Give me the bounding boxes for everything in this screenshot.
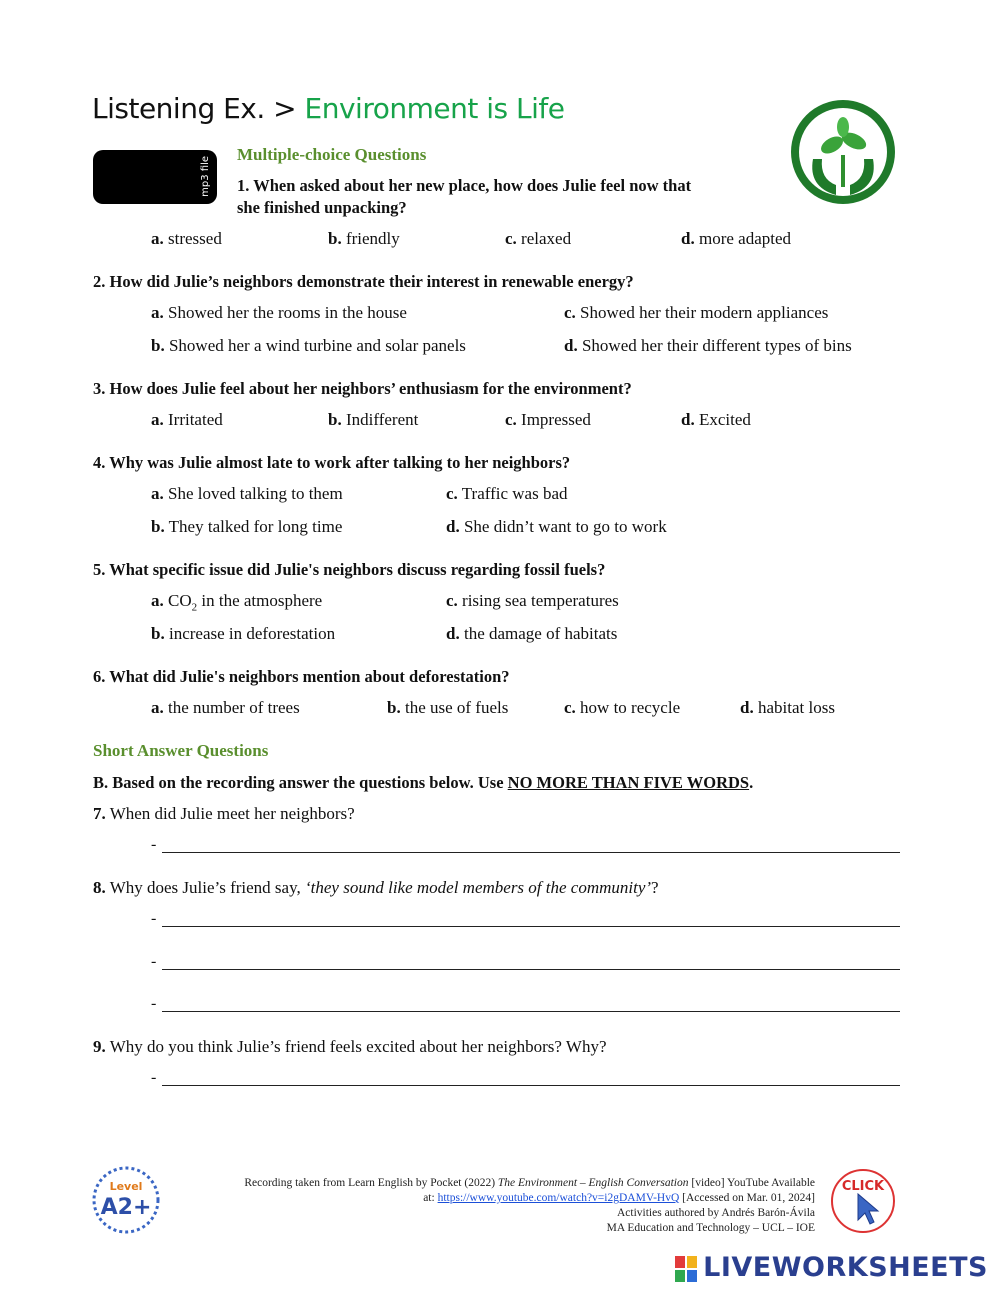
- q1-option-b[interactable]: b. friendly: [328, 229, 400, 248]
- q2-option-d[interactable]: d. Showed her their different types of bins: [564, 336, 852, 355]
- q8-answer-line-2[interactable]: [162, 969, 900, 970]
- click-logo-text: CLICK: [841, 1179, 885, 1194]
- q5-option-a[interactable]: a. $CO_2$ in the atmosphere: [151, 591, 323, 614]
- liveworksheets-text: LIVEWORKSHEETS: [703, 1252, 988, 1283]
- q1-option-c[interactable]: c. relaxed: [505, 229, 572, 248]
- q4-option-a[interactable]: a. She loved talking to them: [151, 484, 343, 503]
- q4-option-c[interactable]: c. Traffic was bad: [446, 484, 568, 503]
- q6-option-b[interactable]: b. the use of fuels: [387, 698, 509, 717]
- q3-option-b[interactable]: b. Indifferent: [328, 410, 419, 429]
- q1-line2: she finished unpacking?: [237, 198, 407, 217]
- q8-text: 8. Why does Julie’s friend say, ‘they sound like model members of the community’?: [93, 878, 659, 897]
- q2-option-a[interactable]: a. Showed her the rooms in the house: [151, 303, 407, 322]
- q1-line1: 1. When asked about her new place, how does Julie feel now that: [237, 176, 692, 195]
- q2-option-b[interactable]: b. Showed her a wind turbine and solar panels: [151, 336, 466, 355]
- q6-option-a[interactable]: a. the number of trees: [151, 698, 300, 717]
- q5-option-d[interactable]: d. the damage of habitats: [446, 624, 618, 643]
- audio-label: mp3 file: [200, 156, 211, 197]
- q8-answer-dash-3: -: [151, 995, 157, 1012]
- liveworksheets-logo-icon: [675, 1256, 699, 1282]
- q8-answer-dash-2: -: [151, 953, 157, 970]
- q9-answer-line[interactable]: [162, 1085, 900, 1086]
- liveworksheets-brand: [675, 1252, 988, 1283]
- q3-option-d[interactable]: d. Excited: [681, 410, 751, 429]
- section-sa-title: Short Answer Questions: [93, 741, 269, 760]
- title-main: Environment is Life: [304, 92, 565, 125]
- q4-option-b[interactable]: b. They talked for long time: [151, 517, 343, 536]
- q1-option-d[interactable]: d. more adapted: [681, 229, 792, 248]
- q6-text: 6. What did Julie's neighbors mention about deforestation?: [93, 667, 510, 686]
- q3-text: 3. How does Julie feel about her neighbors’ enthusiasm for the environment?: [93, 379, 632, 398]
- click-logo-icon: [828, 1168, 898, 1234]
- q6-option-d[interactable]: d. habitat loss: [740, 698, 835, 717]
- title-prefix: Listening Ex. >: [92, 92, 297, 125]
- q7-answer-dash: -: [151, 836, 157, 853]
- q4-text: 4. Why was Julie almost late to work after talking to her neighbors?: [93, 453, 571, 472]
- q5-option-c[interactable]: c. rising sea temperatures: [446, 591, 619, 610]
- level-badge-value: A2+: [100, 1195, 152, 1220]
- environment-logo-icon: [788, 97, 898, 207]
- q1-option-a[interactable]: a. stressed: [151, 229, 222, 248]
- q7-text: 7. When did Julie meet her neighbors?: [93, 804, 355, 823]
- q5-text: 5. What specific issue did Julie's neighbors discuss regarding fossil fuels?: [93, 560, 606, 579]
- q3-option-a[interactable]: a. Irritated: [151, 410, 223, 429]
- q2-option-c[interactable]: c. Showed her their modern appliances: [564, 303, 829, 322]
- section-mc-title: Multiple-choice Questions: [237, 145, 427, 164]
- q9-text: 9. Why do you think Julie’s friend feels excited about her neighbors? Why?: [93, 1037, 607, 1056]
- page-title: [92, 92, 564, 125]
- q8-answer-dash-1: -: [151, 910, 157, 927]
- q7-answer-line[interactable]: [162, 852, 900, 853]
- q6-option-c[interactable]: c. how to recycle: [564, 698, 681, 717]
- q8-answer-line-1[interactable]: [162, 926, 900, 927]
- q9-answer-dash: -: [151, 1069, 157, 1086]
- footer-credits: Recording taken from Learn English by Pocket (2022) The Environment – English Conversation [video] YouTube Available at: https://www.youtube.com/watch?v=i2gDAMV-HvQ [Accessed on Mar. 01, 2024] Activities authored by Andrés Barón-Ávila MA Education and Technology – UCL – IOE: [244, 1177, 815, 1234]
- video-link[interactable]: https://www.youtube.com/watch?v=i2gDAMV-HvQ: [437, 1192, 680, 1204]
- sa-instruction-emphasis: NO MORE THAN FIVE WORDS: [507, 773, 750, 792]
- q5-option-b[interactable]: b. increase in deforestation: [151, 624, 336, 643]
- sa-instruction: B. Based on the recording answer the questions below. Use NO MORE THAN FIVE WORDS.: [93, 773, 754, 792]
- q8-answer-line-3[interactable]: [162, 1011, 900, 1012]
- level-badge-label: Level: [109, 1180, 143, 1193]
- q4-option-d[interactable]: d. She didn’t want to go to work: [446, 517, 667, 536]
- q2-text: 2. How did Julie’s neighbors demonstrate their interest in renewable energy?: [93, 272, 634, 291]
- q3-option-c[interactable]: c. Impressed: [505, 410, 591, 429]
- audio-player[interactable]: [93, 150, 217, 204]
